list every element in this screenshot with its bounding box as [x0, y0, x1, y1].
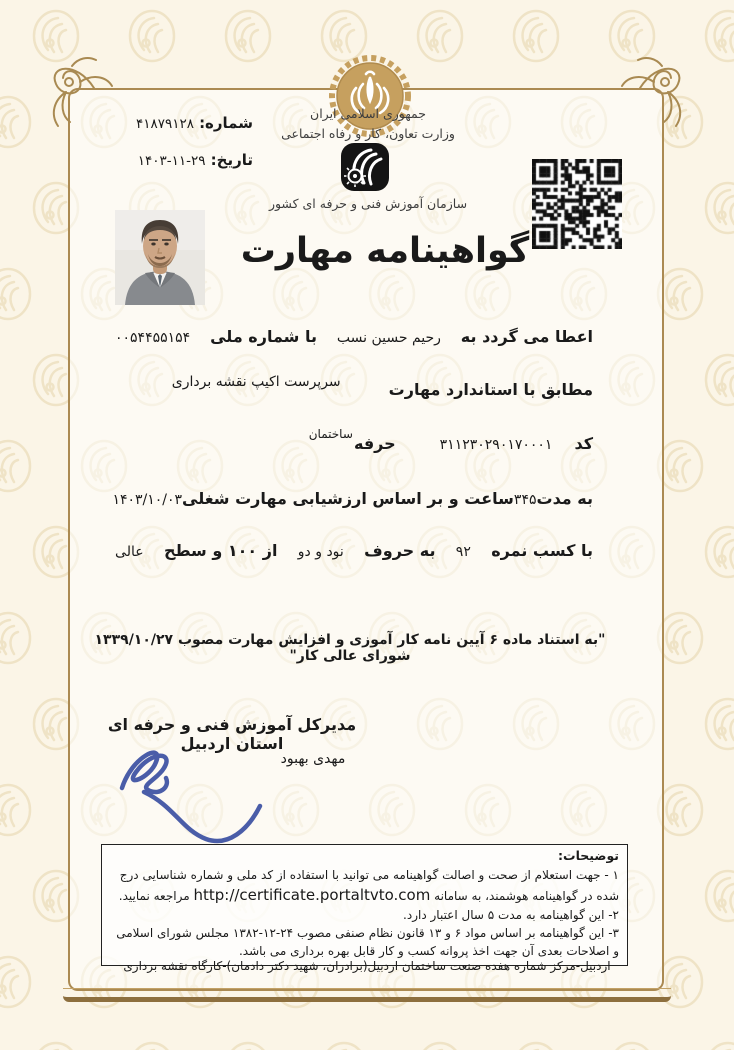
duration-hours: ۳۴۵	[513, 492, 537, 508]
note-2: ۲- این گواهینامه به مدت ۵ سال اعتبار دارد.	[403, 908, 619, 923]
issuing-center-address: اردبیل-مرکز شماره هفده صنعت ساختمان اردبیل(برادران، شهید دکتر دادمان)-کارگاه نقشه برداری	[123, 959, 611, 973]
certificate-number	[136, 113, 253, 132]
certificate-date-value: ۱۴۰۳-۱۱-۲۹	[137, 153, 206, 169]
certificate-title: گواهینامه مهارت	[240, 231, 530, 271]
code-label: کد	[574, 434, 593, 453]
header-organization: سازمان آموزش فنی و حرفه ای کشور	[268, 196, 468, 211]
verification-url: http://certificate.portaltvto.com	[193, 885, 431, 904]
signatory-name: مهدی بهبود	[280, 751, 346, 767]
score-row	[115, 541, 593, 560]
note-1: ۱ - جهت استعلام از صحت و اصالت گواهینامه می توانید با استفاده از کد ملی و شماره شناسایی درج شده در گواهینامه هوشمند، به سامانه http://certificate.portaltvto.com مراجعه نمایید.	[118, 867, 619, 904]
grant-label: اعطا می گردد به	[460, 327, 593, 346]
floral-corner-ornament-top-right	[620, 52, 698, 130]
duration-basis-label: ساعت و بر اساس ارزشیابی مهارت شغلی	[182, 489, 514, 508]
tvto-logo	[340, 142, 390, 192]
certificate-date	[138, 150, 253, 169]
notes-box	[101, 844, 628, 966]
duration-label: به مدت	[536, 489, 593, 508]
score-words-label: به حروف	[364, 541, 436, 560]
craft-label: حرفه	[353, 434, 396, 453]
floral-corner-ornament-top-left	[36, 52, 114, 130]
national-id-value: ۰۰۵۴۴۵۵۱۵۴	[115, 330, 191, 346]
score-outof-label: از ۱۰۰ و سطح	[163, 541, 278, 560]
header-country: جمهوری اسلامی ایران	[310, 106, 426, 121]
craft-value: ساختمان	[308, 427, 353, 441]
standard-value: سرپرست اکیپ نقشه برداری	[171, 374, 341, 390]
score-value: ۹۲	[455, 544, 471, 560]
certificate-number-value: ۴۱۸۷۹۱۲۸	[135, 116, 194, 132]
header-ministry: وزارت تعاون، کار و رفاه اجتماعی	[281, 126, 455, 141]
signatory-title: مدیرکل آموزش فنی و حرفه ای استان اردبیل	[107, 715, 357, 753]
grant-row	[115, 327, 593, 346]
duration-row	[112, 489, 593, 508]
code-value: ۳۱۱۲۳۰۲۹۰۱۷۰۰۰۱	[439, 437, 553, 453]
score-level: عالی	[115, 544, 144, 560]
score-words-value: نود و دو	[297, 544, 344, 560]
recipient-name: رحیم حسین نسب	[336, 330, 441, 346]
standard-label: مطابق با استاندارد مهارت	[388, 380, 593, 399]
code-row	[115, 427, 593, 453]
certificate-number-label: شماره:	[199, 114, 253, 132]
evaluation-date: ۱۴۰۳/۱۰/۰۳	[112, 492, 183, 508]
legal-note: "به استناد ماده ۶ آیین نامه کار آموزی و افزایش مهارت مصوب ۱۳۳۹/۱۰/۲۷ شورای عالی کار"	[94, 632, 606, 664]
score-label: با کسب نمره	[491, 541, 593, 560]
portrait-photo	[115, 210, 205, 305]
note-3: ۳- این گواهینامه بر اساس مواد ۶ و ۱۳ قانون نظام صنفی مصوب ۲۴-۱۲-۱۳۸۲ مجلس شورای اسلامی و اصلاحات بعدی آن جهت اخذ پروانه کسب و کار قابل بهره برداری می باشد.	[116, 926, 619, 959]
notes-label: توضیحات:	[558, 848, 619, 863]
signature-scribble	[108, 736, 280, 856]
national-id-label: با شماره ملی	[210, 327, 317, 346]
certificate-date-label: تاریخ:	[210, 151, 253, 169]
standard-row	[115, 374, 593, 399]
